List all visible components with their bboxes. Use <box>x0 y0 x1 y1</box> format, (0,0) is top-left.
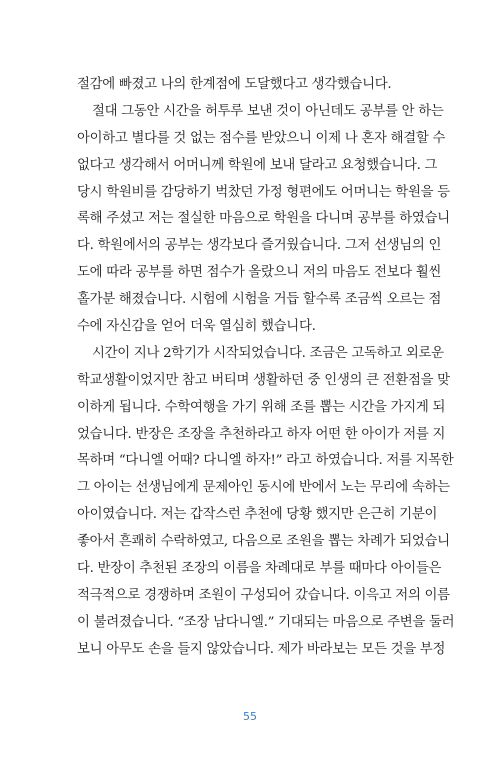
text-line: 당시 학원비를 감당하기 벅찼던 가정 형편에도 어머니는 학원을 등 <box>77 184 450 200</box>
text-line: 학교생활이었지만 참고 버티며 생활하던 중 인생의 큰 전환점을 맞 <box>77 372 450 388</box>
text-line: 없다고 생각해서 어머니께 학원에 보내 달라고 요청했습니다. 그 <box>77 157 438 173</box>
paragraph <box>77 72 425 99</box>
text-line: 적극적으로 경쟁하며 조원이 구성되어 갔습니다. 이윽고 저의 이름 <box>77 587 450 603</box>
text-line: 록해 주셨고 저는 절실한 마음으로 학원을 다니며 공부를 하였습니 <box>77 211 450 227</box>
text-line: 절대 그동안 시간을 허투루 보낸 것이 아닌데도 공부를 안 하는 <box>92 103 444 119</box>
text-line: 좋아서 흔쾌히 수락하였고, 다음으로 조원을 뽑는 차례가 되었습니 <box>77 534 450 550</box>
text-line: 보니 아무도 손을 들지 않았습니다. 제가 바라보는 모든 것을 부정 <box>77 641 446 657</box>
text-line: 그 아이는 선생님에게 문제아인 동시에 반에서 노는 무리에 속하는 <box>77 480 450 496</box>
body-text <box>77 72 455 664</box>
text-line: 수에 자신감을 얻어 더욱 열심히 했습니다. <box>77 319 316 335</box>
paragraph <box>77 341 455 664</box>
text-line: 이하게 됩니다. 수학여행을 가기 위해 조를 뽑는 시간을 가지게 되 <box>77 399 446 415</box>
text-line: 도에 따라 공부를 하면 점수가 올랐으니 저의 마음도 전보다 훨씬 <box>77 265 442 281</box>
text-line: 목하며 “다니엘 어때? 다니엘 하자!” 라고 하였습니다. 저를 지목한 <box>77 453 454 469</box>
text-line: 시간이 지나 2학기가 시작되었습니다. 조금은 고독하고 외로운 <box>92 345 444 361</box>
page-number: 55 <box>243 710 257 723</box>
text-line: 절감에 빠졌고 나의 한계점에 도달했다고 생각했습니다. <box>77 77 392 92</box>
text-line: 었습니다. 반장은 조장을 추천하라고 하자 어떤 한 아이가 저를 지 <box>77 426 446 442</box>
text-line: 아이였습니다. 저는 갑작스런 추천에 당황 했지만 은근히 기분이 <box>77 507 438 523</box>
text-line: 이 불려졌습니다. “조장 남다니엘.” 기대되는 마음으로 주변을 둘러 <box>77 614 455 630</box>
text-line: 다. 학원에서의 공부는 생각보다 즐거웠습니다. 그저 선생님의 인 <box>77 238 442 254</box>
text-line: 다. 반장이 추천된 조장의 이름을 차례대로 부를 때마다 아이들은 <box>77 561 442 577</box>
text-line: 홀가분 해졌습니다. 시험에 시험을 거듭 할수록 조금씩 오르는 점 <box>77 292 442 308</box>
paragraph <box>77 99 450 341</box>
text-line: 아이하고 별다를 것 없는 점수를 받았으니 이제 나 혼자 해결할 수 <box>77 130 446 146</box>
